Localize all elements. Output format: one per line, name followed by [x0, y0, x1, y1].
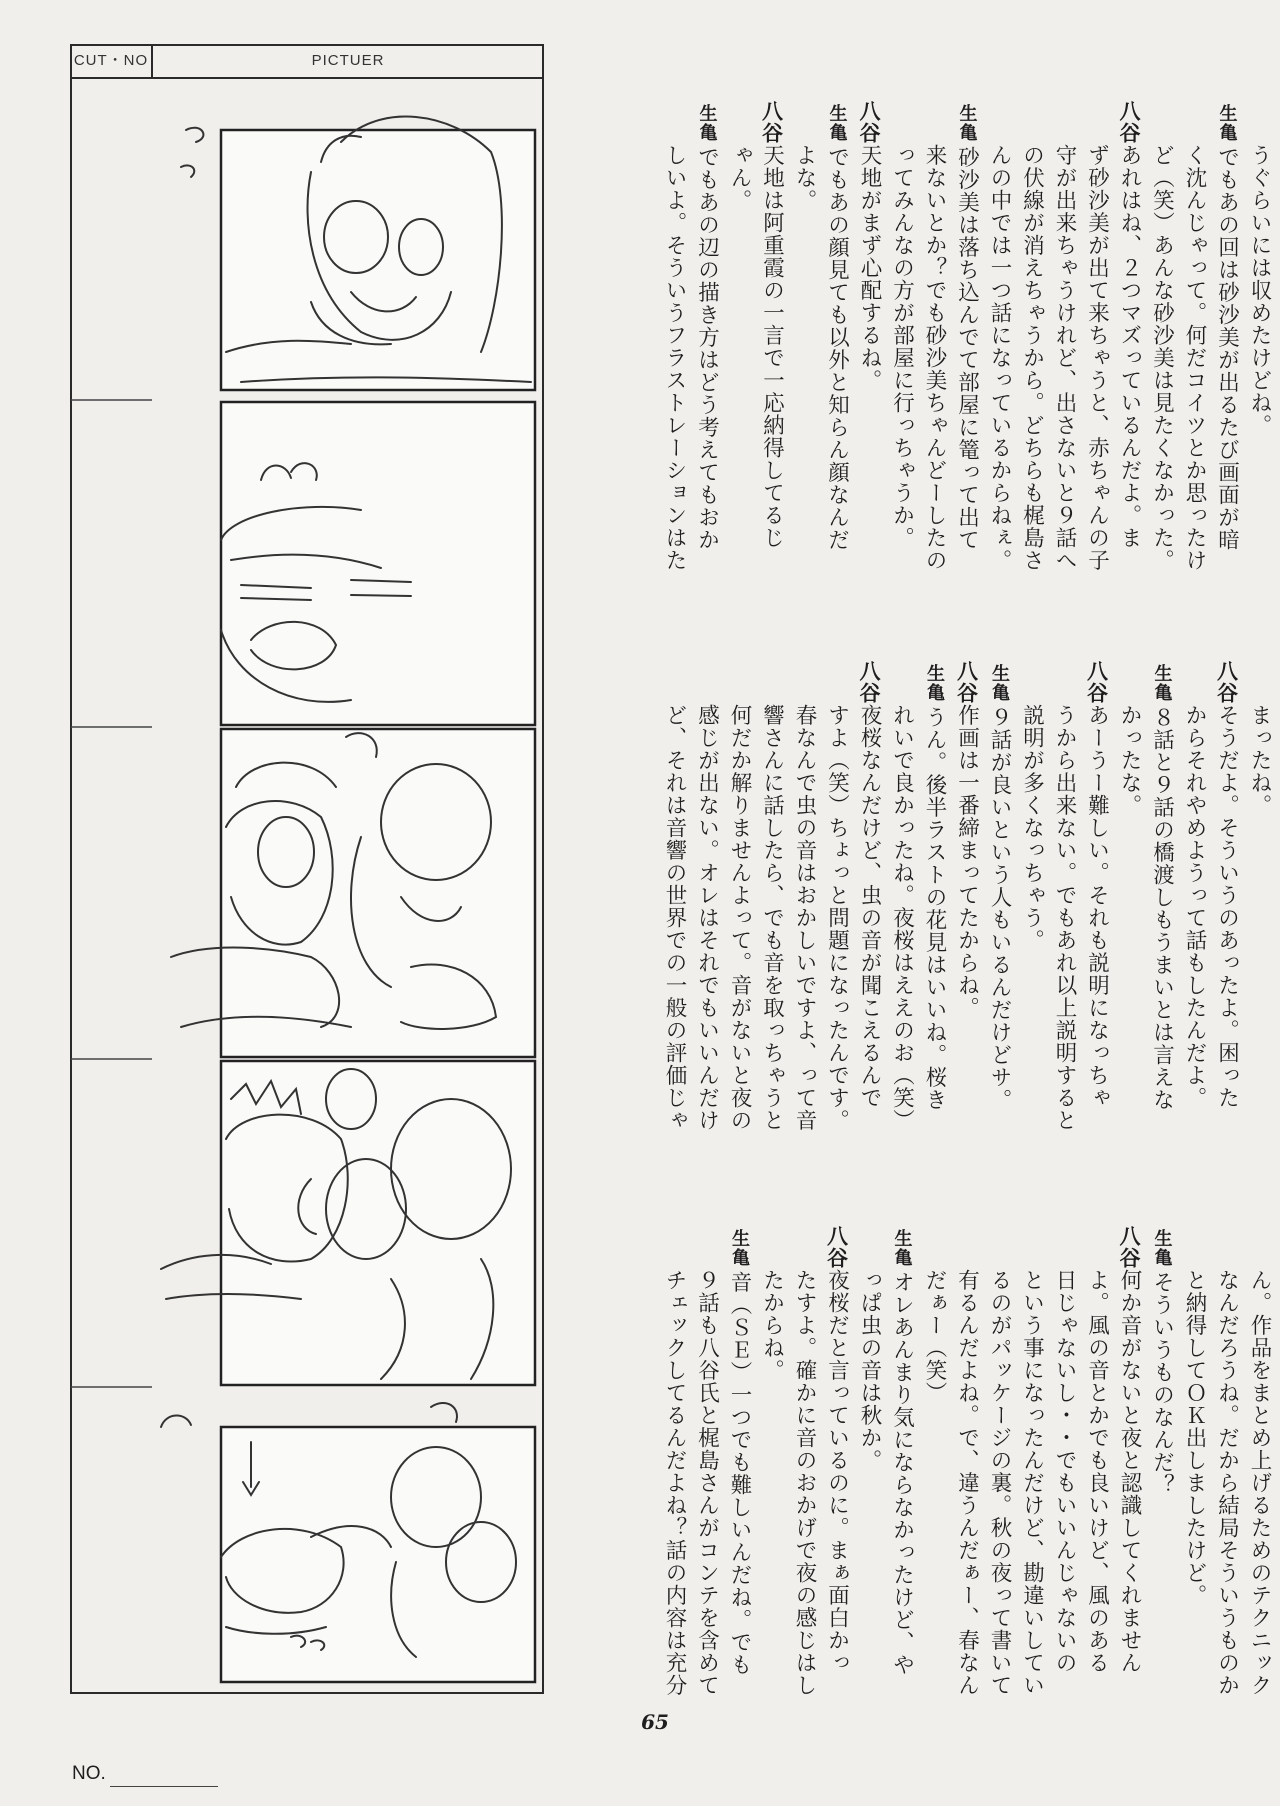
dialogue-text: という事になったんだけど、勘違いしてい — [1019, 1269, 1045, 1697]
speaker-indent — [1052, 100, 1077, 144]
dialogue-text: ん。作品をまとめ上げるためのテクニック — [1247, 1269, 1272, 1697]
dialogue-text: 春なんで虫の音はおかしいですよ、って音 — [792, 704, 817, 1132]
dialogue-line — [885, 660, 918, 1260]
speaker-label: 八谷 — [1117, 100, 1141, 144]
dialogue-line — [853, 1225, 886, 1695]
dialogue-text: からそれやめようって話もしたんだよ。 — [1182, 704, 1207, 1109]
dialogue-line — [1080, 660, 1113, 1260]
dialogue-text: ９話が良いという人もいるんだけどサ。 — [987, 706, 1012, 1111]
speaker-label: 生亀 — [989, 664, 1010, 702]
dialogue-line — [755, 1225, 788, 1695]
dialogue-text: 日じゃないし・・でもいいんじゃないの — [1052, 1269, 1077, 1674]
interview-column-upper — [555, 100, 1275, 710]
dialogue-line — [1178, 100, 1211, 710]
dialogue-text: よな。 — [792, 144, 817, 212]
dialogue-line — [1080, 100, 1113, 710]
speaker-label: 生亀 — [1151, 664, 1173, 702]
speaker-label: 生亀 — [1216, 104, 1238, 142]
speaker-label: 生亀 — [891, 1229, 913, 1267]
dialogue-text: ず砂沙美が出て来ちゃうと、赤ちゃんの子 — [1084, 144, 1110, 572]
interview-column-middle — [555, 660, 1275, 1260]
dialogue-text: あれはね、２つマズっているんだよ。ま — [1117, 144, 1142, 549]
dialogue-text: チェックしてるんだよね？話の内容は充分 — [662, 1269, 687, 1697]
speaker-indent — [1182, 100, 1207, 144]
dialogue-text: でもあの辺の描き方はどう考えてもおか — [694, 146, 720, 551]
dialogue-text: く沈んじゃって。何だコイツとか思ったけ — [1182, 144, 1207, 572]
dialogue-line — [788, 1225, 821, 1695]
dialogue-line — [918, 1225, 951, 1695]
dialogue-line — [1145, 1225, 1178, 1695]
dialogue-text: と納得してＯＫ出しましたけど。 — [1182, 1269, 1207, 1607]
speaker-label: 八谷 — [1214, 660, 1239, 704]
dialogue-text: ど、それは音響の世界での一般の評価じゃ — [662, 704, 687, 1132]
dialogue-line — [983, 100, 1016, 710]
dialogue-line — [950, 1225, 983, 1695]
speaker-indent — [792, 100, 817, 144]
speaker-label: 生亀 — [826, 104, 848, 142]
dialogue-line — [1048, 1225, 1081, 1695]
dialogue-line — [1015, 100, 1048, 710]
dialogue-line — [658, 100, 691, 710]
dialogue-line — [1145, 100, 1178, 710]
speaker-label: 八谷 — [954, 660, 979, 704]
dialogue-line — [690, 660, 723, 1260]
speaker-label: 八谷 — [857, 100, 881, 144]
dialogue-line — [1113, 100, 1146, 710]
dialogue-line — [788, 660, 821, 1260]
dialogue-text: 天地がまず心配するね。 — [857, 144, 882, 392]
speaker-indent — [987, 1225, 1012, 1269]
cut-no-header: CUT・NO — [73, 52, 149, 69]
dialogue-text: 説明が多くなっちゃう。 — [1019, 704, 1045, 952]
speaker-indent — [1149, 100, 1174, 144]
dialogue-line — [820, 1225, 853, 1695]
dialogue-line — [1048, 100, 1081, 710]
interview-column-lower — [555, 1225, 1275, 1695]
dialogue-text: たからね。 — [759, 1269, 785, 1382]
dialogue-text: 音（ＳＥ）一つでも難しいんだね。でも — [727, 1271, 752, 1676]
dialogue-text: うから出来ない。でもあれ以上説明すると — [1052, 704, 1077, 1132]
dialogue-line — [1113, 660, 1146, 1260]
dialogue-line — [950, 660, 983, 1260]
dialogue-line — [1178, 1225, 1211, 1695]
dialogue-text: るのがパッケージの裏。秋の夜って書いて — [987, 1269, 1012, 1697]
dialogue-text: うぐらいには収めたけどね。 — [1247, 144, 1272, 437]
dialogue-line — [853, 100, 886, 710]
storyboard-panel — [151, 727, 543, 1059]
dialogue-text: たすよ。確かに音のおかげで夜の感じはし — [792, 1269, 817, 1697]
speaker-label: 八谷 — [1117, 1225, 1141, 1269]
dialogue-line — [1015, 1225, 1048, 1695]
speaker-label: 生亀 — [924, 664, 945, 702]
storyboard-panel — [151, 82, 543, 400]
speaker-indent — [1084, 100, 1109, 144]
speaker-indent — [824, 660, 849, 704]
speaker-indent — [1019, 1225, 1044, 1269]
dialogue-line — [1210, 1225, 1243, 1695]
dialogue-text: かったな。 — [1117, 704, 1142, 817]
speaker-label: 生亀 — [729, 1229, 750, 1267]
dialogue-text: だぁー（笑） — [922, 1269, 947, 1404]
dialogue-text: 来ないとか？でも砂沙美ちゃんどーしたの — [922, 144, 947, 572]
speaker-indent — [1019, 660, 1044, 704]
speaker-label: 八谷 — [759, 100, 784, 144]
dialogue-text: あーうー難しい。それも説明になっちゃ — [1084, 704, 1110, 1109]
dialogue-text: しいよ。そういうフラストレーションはた — [662, 144, 687, 572]
speaker-indent — [922, 1225, 947, 1269]
dialogue-line — [1210, 100, 1243, 710]
dialogue-line — [755, 100, 788, 710]
dialogue-line — [1048, 660, 1081, 1260]
dialogue-line — [1145, 660, 1178, 1260]
storyboard-sheet — [70, 44, 545, 1694]
speaker-indent — [1084, 1225, 1109, 1269]
speaker-indent — [1019, 100, 1044, 144]
dialogue-text: 何だか解りませんよって。音がないと夜の — [727, 704, 752, 1132]
speaker-indent — [922, 100, 947, 144]
dialogue-line — [885, 100, 918, 710]
dialogue-line — [983, 1225, 1016, 1695]
dialogue-text: 砂沙美は落ち込んでて部屋に篭って出て — [954, 146, 980, 551]
sheet-number-line — [110, 1786, 218, 1787]
dialogue-line — [690, 1225, 723, 1695]
dialogue-text: ゃん。 — [727, 144, 752, 212]
dialogue-line — [1243, 1225, 1276, 1695]
dialogue-line — [1210, 660, 1243, 1260]
dialogue-line — [918, 660, 951, 1260]
dialogue-text: すよ（笑）ちょっと問題になったんです。 — [824, 704, 850, 1132]
speaker-indent — [1247, 660, 1272, 704]
speaker-indent — [1182, 1225, 1207, 1269]
speaker-indent — [694, 1225, 719, 1269]
storyboard-panel — [151, 1059, 543, 1387]
storyboard-panel — [151, 1387, 543, 1692]
dialogue-text: なんだろうね。だから結局そういうものか — [1214, 1269, 1240, 1697]
speaker-label: 生亀 — [956, 104, 978, 142]
speaker-indent — [759, 660, 784, 704]
dialogue-line — [1178, 660, 1211, 1260]
page-number: 65 — [641, 1710, 669, 1734]
speaker-indent — [1247, 1225, 1272, 1269]
dialogue-text: 響さんに話したら、でも音を取っちゃうと — [759, 704, 785, 1132]
dialogue-text: でもあの顔見ても以外と知らん顔なんだ — [824, 146, 850, 551]
dialogue-text: まったね。 — [1247, 704, 1272, 817]
dialogue-line — [820, 660, 853, 1260]
speaker-label: 八谷 — [857, 660, 881, 704]
speaker-indent — [889, 100, 914, 144]
dialogue-text: ってみんなの方が部屋に行っちゃうか。 — [889, 144, 915, 549]
dialogue-line — [690, 100, 723, 710]
dialogue-line — [950, 100, 983, 710]
dialogue-line — [1015, 660, 1048, 1260]
dialogue-line — [755, 660, 788, 1260]
speaker-indent — [987, 100, 1012, 144]
speaker-label: 八谷 — [1084, 660, 1109, 704]
dialogue-text: よ。風の音とかでも良いけど、風のある — [1084, 1269, 1110, 1674]
dialogue-text: そうだよ。そういうのあったよ。困った — [1214, 704, 1240, 1109]
dialogue-text: ９話も八谷氏と梶島さんがコンテを含めて — [694, 1269, 720, 1697]
speaker-indent — [889, 660, 914, 704]
dialogue-text: 夜桜なんだけど、虫の音が聞こえるんで — [857, 704, 882, 1109]
dialogue-line — [658, 1225, 691, 1695]
speaker-indent — [792, 660, 817, 704]
dialogue-line — [983, 660, 1016, 1260]
dialogue-text: 天地は阿重霞の一言で一応納得してるじ — [759, 144, 785, 549]
dialogue-text: 有るんだよね。で、違うんだぁー、春なん — [954, 1269, 980, 1697]
speaker-indent — [1052, 1225, 1077, 1269]
dialogue-text: っぱ虫の音は秋か。 — [857, 1269, 882, 1472]
dialogue-line — [1080, 1225, 1113, 1695]
speaker-indent — [662, 660, 687, 704]
speaker-indent — [662, 1225, 687, 1269]
speaker-indent — [1214, 1225, 1239, 1269]
speaker-indent — [759, 1225, 784, 1269]
speaker-indent — [954, 1225, 979, 1269]
dialogue-text: 守が出来ちゃうけれど、出さないと９話へ — [1052, 144, 1077, 572]
picture-header: PICTUER — [311, 52, 385, 69]
dialogue-line — [788, 100, 821, 710]
speaker-indent — [727, 100, 752, 144]
speaker-label: 生亀 — [696, 104, 718, 142]
speaker-indent — [1117, 660, 1142, 704]
dialogue-line — [918, 100, 951, 710]
speaker-indent — [694, 660, 719, 704]
dialogue-line — [1113, 1225, 1146, 1695]
dialogue-text: の伏線が消えちゃうから。どちらも梶島さ — [1019, 144, 1045, 572]
dialogue-line — [1243, 660, 1276, 1260]
speaker-indent — [662, 100, 687, 144]
dialogue-line — [658, 660, 691, 1260]
dialogue-text: んの中では一つ話になっているからねぇ。 — [987, 144, 1012, 572]
dialogue-line — [723, 1225, 756, 1695]
dialogue-text: 作画は一番締まってたからね。 — [954, 704, 980, 1019]
speaker-indent — [792, 1225, 817, 1269]
speaker-indent — [727, 660, 752, 704]
dialogue-text: れいで良かったね。夜桜はええのお（笑） — [889, 704, 915, 1132]
speaker-indent — [857, 1225, 882, 1269]
speaker-indent — [1247, 100, 1272, 144]
dialogue-text: 夜桜だと言っているのに。まぁ面白かっ — [824, 1269, 850, 1674]
dialogue-text: うん。後半ラストの花見はいいね。桜き — [922, 706, 947, 1111]
dialogue-text: 感じが出ない。オレはそれでもいいんだけ — [694, 704, 720, 1132]
dialogue-text: 何か音がないと夜と認識してくれません — [1117, 1269, 1142, 1674]
speaker-indent — [1052, 660, 1077, 704]
speaker-label: 八谷 — [824, 1225, 849, 1269]
dialogue-line — [1243, 100, 1276, 710]
dialogue-line — [885, 1225, 918, 1695]
dialogue-text: そういうものなんだ？ — [1149, 1271, 1175, 1496]
dialogue-text: でもあの回は砂沙美が出るたび画面が暗 — [1214, 146, 1240, 551]
dialogue-text: オレあんまり気にならなかったけど、や — [889, 1271, 915, 1676]
dialogue-line — [723, 100, 756, 710]
dialogue-line — [723, 660, 756, 1260]
speaker-indent — [1182, 660, 1207, 704]
dialogue-text: ど（笑）あんな砂沙美は見たくなかった。 — [1149, 144, 1175, 572]
dialogue-line — [820, 100, 853, 710]
storyboard-panel — [151, 400, 543, 727]
dialogue-text: ８話と９話の橋渡しもうまいとは言えな — [1149, 706, 1175, 1111]
sheet-number-label: NO. — [72, 1763, 106, 1784]
speaker-label: 生亀 — [1151, 1229, 1173, 1267]
dialogue-line — [853, 660, 886, 1260]
